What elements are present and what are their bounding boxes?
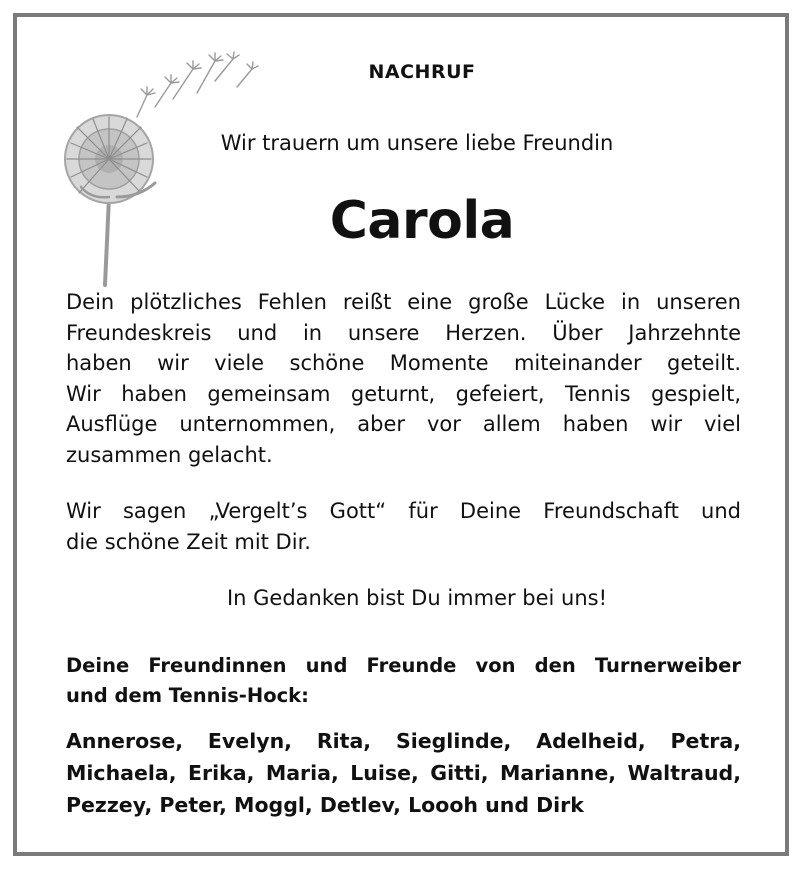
paragraph-line: haben wir viele schöne Momente miteinander geteilt. bbox=[66, 351, 741, 375]
paragraph-line: Dein plötzliches Fehlen reißt eine große Lücke in unseren bbox=[66, 290, 741, 314]
paragraph-line: zusammen gelacht. bbox=[66, 442, 273, 467]
signature-line: Annerose, Evelyn, Rita, Sieglinde, Adelheid, Petra, bbox=[66, 729, 741, 753]
dandelion-icon bbox=[47, 47, 267, 287]
deceased-name: Carola bbox=[329, 191, 515, 251]
signature-intro bbox=[66, 651, 741, 711]
paragraph-2 bbox=[66, 496, 741, 557]
signature-line: und dem Tennis-Hock: bbox=[66, 684, 309, 707]
obituary-frame bbox=[13, 13, 789, 856]
heading: NACHRUF bbox=[368, 61, 476, 83]
signature-line: Pezzey, Peter, Moggl, Detlev, Loooh und Dirk bbox=[66, 793, 584, 817]
closing-line: In Gedanken bist Du immer bei uns! bbox=[226, 586, 608, 610]
paragraph-line: die schöne Zeit mit Dir. bbox=[66, 529, 311, 554]
paragraph-line: Freundeskreis und in unsere Herzen. Über Jahrzehnte bbox=[66, 320, 741, 345]
paragraph-line: Wir haben gemeinsam geturnt, gefeiert, Tennis gespielt, bbox=[66, 381, 741, 406]
signature-names bbox=[66, 725, 741, 821]
paragraph-line: Ausflüge unternommen, aber vor allem haben wir viel bbox=[66, 412, 741, 436]
signature-line: Michaela, Erika, Maria, Luise, Gitti, Marianne, Waltraud, bbox=[66, 761, 741, 785]
paragraph-1 bbox=[66, 287, 741, 470]
signature-line: Deine Freundinnen und Freunde von den Turnerweiber bbox=[66, 654, 741, 677]
intro-text: Wir trauern um unsere liebe Freundin bbox=[220, 131, 614, 155]
paragraph-line: Wir sagen „Vergelt’s Gott“ für Deine Freundschaft und bbox=[66, 499, 741, 523]
